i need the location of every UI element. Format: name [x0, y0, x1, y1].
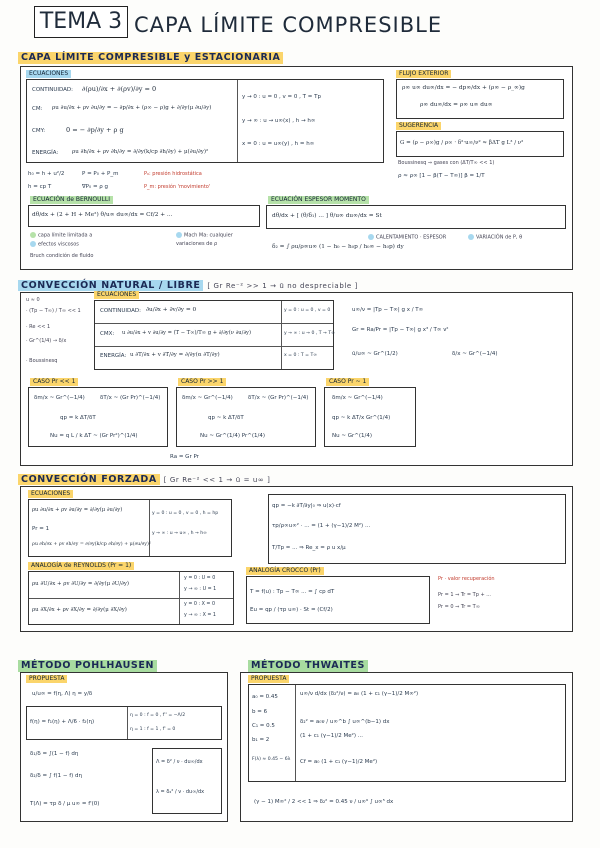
tag-ecuaciones-3: ECUACIONES	[28, 490, 73, 498]
nat-bc-3: x = 0 : T = T∞	[284, 353, 318, 358]
c1-1: δm/x ~ Gr^(−1/4)	[34, 395, 85, 401]
nat-pt-3: · Re << 1	[26, 324, 51, 330]
tag-caso-1: CASO Pr << 1	[30, 378, 78, 386]
c3-3: Nu ~ Gr^(1/4)	[332, 433, 372, 439]
f-r-1: qp = −k ∂T/∂y|₀ ⇒ u(x)·cf	[272, 503, 341, 509]
eq-f-2: ρu ∂h/∂x + ρv ∂h/∂y = ∂/∂y(k/cp ∂h/∂y) + μ(∂u/∂y)²	[32, 542, 151, 547]
note-bern-3: Mach Ma: cualquier	[176, 232, 233, 240]
rey-bc-3: y = 0 : X = 0	[184, 602, 216, 607]
note-esp-1: CALENTAMIENTO · ESPESOR	[368, 234, 446, 242]
note-bern-1: capa límite limitada a	[30, 232, 92, 240]
poh-bc2: η = 1 : f = 1 , f' = 0	[130, 727, 176, 732]
tag-espesor: ECUACIÓN ESPESOR MOMENTO	[268, 196, 369, 204]
poh-l2: λ = δ₂² / ν · du∞/dx	[156, 789, 205, 795]
tag-analogia-reynolds: ANALOGÍA de REYNOLDS (Pr = 1)	[28, 562, 134, 570]
eq-h: h₀ = h + u²/2	[28, 171, 65, 177]
section-thwaites: MÉTODO THWAITES	[248, 660, 368, 672]
th-r-5: F(λ) ≈ 0.45 − 6λ	[252, 757, 291, 762]
page-title: CAPA LÍMITE COMPRESIBLE	[134, 13, 443, 37]
croc-2: Eu = qp / (τp u∞) · St = (Cf/2)	[250, 607, 333, 613]
label-energia: ENERGÍA:	[32, 150, 59, 156]
nat-pt-2: · (Tp − T∞) / T∞ << 1	[26, 308, 81, 314]
nat-pt-1: u ≈ 0	[26, 297, 40, 303]
tag-ecuaciones-2: ECUACIONES	[94, 291, 139, 299]
label-cmx: CMX:	[100, 331, 115, 337]
eq-nat-cont: ∂u/∂x + ∂v/∂y = 0	[146, 307, 197, 313]
tag-flujo-exterior: FLUJO EXTERIOR	[396, 70, 451, 78]
rey-bc-2: y → ∞ : U = 1	[184, 587, 217, 592]
section-forzada: CONVECCIÓN FORZADA [ Gr Re⁻² << 1 → ū = u∞ ]	[18, 474, 271, 486]
nat-pt-5: · Boussinesq	[26, 358, 58, 364]
thwaites-box	[248, 684, 566, 782]
tag-caso-3: CASO Pr ~ 1	[326, 378, 369, 386]
label-cm: CM:	[32, 106, 43, 112]
c2-2: δT/x ~ (Gr Pr)^(−1/4)	[248, 395, 309, 401]
f-bc-1: y = 0 : u = 0 , v = 0 , h = hp	[152, 511, 219, 516]
c1-3: qp = k ΔT/δT	[60, 415, 96, 421]
eq-sug2: ρ ≈ ρ∞ [1 − β(T − T∞)] β = 1/T	[398, 173, 485, 179]
eq-espesor-2: δ₂ = ∫ ρu/ρ∞u∞ (1 − h₀ − h₀p / h₀∞ − h₀p) dy	[272, 244, 404, 250]
c2-3: qp ~ k ΔT/δT	[208, 415, 244, 421]
th-r-1: a₀ = 0.45	[252, 694, 278, 700]
crocco-box	[246, 576, 430, 624]
th-1: u∞/ν d/dx (δ₂²/ν) = a₀ (1 + c₁ (γ−1)/2 M∞²)	[300, 691, 419, 697]
nat-bc-2: y → ∞ : u → 0 , T → T∞	[284, 331, 335, 336]
nat-r-4: δ/x ~ Gr^(−1/4)	[452, 351, 498, 357]
eq-p: P = P₀ + P_m	[82, 171, 119, 177]
tag-propuesta-2: PROPUESTA	[248, 675, 289, 683]
th-2: δ₂² = a₀ν / u∞^b ∫ u∞^(b−1) dx	[300, 719, 390, 725]
croc-1: T = f(u) : Tp − T∞ ... = ∫ cp dT	[250, 589, 335, 595]
c3-1: δm/x ~ Gr^(−1/4)	[332, 395, 383, 401]
bc-3: x = 0 : u = u∞(y) , h = h∞	[242, 141, 315, 147]
poh-3: δ₁/δ = ∫(1 − f) dη	[30, 751, 79, 757]
section-estacionaria: CAPA LÍMITE COMPRESIBLE y ESTACIONARIA	[18, 52, 283, 64]
eq-nat-en: u ∂T/∂x + v ∂T/∂y = ∂/∂y(α ∂T/∂y)	[130, 352, 220, 358]
note-ph: P₀: presión hidrostática	[144, 171, 202, 177]
eq-rey-1: ρu ∂U/∂x + ρv ∂U/∂y = ∂/∂y(μ ∂U/∂y)	[32, 581, 129, 587]
note-bern-b: Bruch condición de fluido	[30, 253, 94, 259]
eq-f-1: ρu ∂u/∂x + ρv ∂u/∂y = ∂/∂y(μ ∂u/∂y)	[32, 507, 123, 513]
eq-cmy: 0 = − ∂p/∂y + ρ g	[66, 126, 124, 134]
section-pohlhausen: MÉTODO POHLHAUSEN	[18, 660, 157, 672]
eq-fe2: ρ∞ du∞/dx = ρ∞ u∞ du∞	[420, 102, 493, 108]
f-pr: Pr = 1	[32, 526, 50, 532]
c2-4: Nu ~ Gr^(1/4) Pr^(1/4)	[200, 433, 265, 439]
c2-1: δm/x ~ Gr^(−1/4)	[182, 395, 233, 401]
label-energia-2: ENERGÍA:	[100, 353, 127, 359]
c1-4: Nu = q L / k ΔT ~ (Gr Pr²)^(1/4)	[50, 433, 138, 439]
note-esp-2: VARIACIÓN de P, θ	[468, 234, 522, 242]
poh-4: δ₂/δ = ∫ f(1 − f) dη	[30, 773, 83, 779]
poh-1: u/u∞ = f(η, Λ) η = y/δ	[32, 691, 93, 697]
croc-n2: Pr = 1 ⇒ Tr = Tp + ...	[438, 592, 492, 598]
nat-bc-1: y = 0 : u = 0 , v = 0	[284, 308, 331, 313]
f-r-3: T/Tp = ... ⇒ Re_x = ρ u x/μ	[272, 545, 346, 551]
eq-hcp: h = cp T	[28, 184, 52, 190]
nat-pt-4: · Gr^(1/4) → δ/x	[26, 338, 67, 344]
croc-n3: Pr = 0 ⇒ Tr = T∞	[438, 604, 480, 610]
th-r-4: b₁ = 2	[252, 737, 270, 743]
poh-2: f(η) = f₁(η) + Λ/6 · f₂(η)	[30, 719, 95, 725]
label-cmy: CMY:	[32, 128, 46, 134]
eq-sug: G = (ρ − ρ∞)g / ρ∞ · δ²·u∞/ν² ≈ βΔT g L³ / ν²	[400, 140, 524, 146]
section-natural: CONVECCIÓN NATURAL / LIBRE [ Gr Re⁻² >> 1 → ū no despreciable ]	[18, 280, 358, 292]
eq-p2: ∇P₀ = ρ g	[82, 184, 109, 190]
nat-r-3: ū/u∞ ~ Gr^(1/2)	[352, 351, 398, 357]
tag-propuesta-1: PROPUESTA	[26, 675, 67, 683]
bc-1: y → 0 : u = 0 , v = 0 , T = Tp	[242, 94, 321, 100]
ray-eq: Ra = Gr Pr	[170, 454, 199, 460]
note-bern-2: efectos viscosos	[30, 241, 79, 249]
th-bot: (γ − 1) M∞² / 2 << 1 ⇒ δ₂² = 0.45 ν / u∞⁶ ∫ u∞⁵ dx	[254, 799, 394, 805]
tag-analogia-crocco: ANALOGÍA CROCCO (Pr)	[246, 567, 324, 575]
f-bc-2: y → ∞ : u → u∞ , h → h∞	[152, 531, 208, 536]
nat-r-2: Gr = Ra/Pr = |Tp − T∞| g x³ / T∞ ν²	[352, 327, 449, 333]
tag-bernoulli: ECUACIÓN de BERNOULLI	[30, 196, 113, 204]
poh-5: T(Λ) = τp δ / μ u∞ = f'(0)	[30, 801, 100, 807]
th-3: (1 + c₁ (γ−1)/2 Me²) ...	[300, 733, 363, 739]
eq-cm: ρu ∂u/∂x + ρv ∂u/∂y = − ∂p/∂x + (ρ∞ − ρ)g + ∂/∂y(μ ∂u/∂y)	[52, 105, 212, 111]
note-sug: Boussinesq ⇒ gases con (ΔT/T∞ << 1)	[398, 160, 495, 166]
eq-fe1: ρ∞ u∞ du∞/dx = − dp∞/dx + (ρ∞ − ρ_∞)g	[402, 85, 525, 91]
c1-2: δT/x ~ (Gr Pr)^(−1/4)	[100, 395, 161, 401]
tag-caso-2: CASO Pr >> 1	[178, 378, 226, 386]
note-bern-4: variaciones de ρ	[176, 241, 218, 247]
poh-l: Λ = δ² / ν · du∞/dx	[156, 759, 203, 765]
tema-badge	[34, 6, 128, 38]
eq-nat-cmx: u ∂u/∂x + v ∂u/∂y = (T − T∞)/T∞ g + ∂/∂y(ν ∂u/∂y)	[122, 330, 251, 336]
label-continuidad: CONTINUIDAD:	[32, 87, 74, 93]
eq-bernoulli: dθ/dx + (2 + H + Me²) θ/u∞ du∞/dx = Cf/2 + ...	[32, 212, 173, 218]
label-continuidad-2: CONTINUIDAD:	[100, 308, 142, 314]
poh-bc: η = 0 : f = 0 , f'' = −Λ/2	[130, 713, 186, 718]
th-r-3: C₁ = 0.5	[252, 723, 275, 729]
bc-2: y → ∞ : u → u∞(x) , h → h∞	[242, 118, 316, 124]
eq-espesor: dθ/dx + [ (θ/δ₁) ... ] θ/u∞ du∞/dx = St	[272, 213, 382, 219]
croc-n: Pr · valor recuperación	[438, 576, 495, 582]
th-4: Cf = a₀ (1 + c₁ (γ−1)/2 Me²)	[300, 759, 378, 765]
eq-rey-2: ρu ∂X/∂x + ρv ∂X/∂y = ∂/∂y(μ ∂X/∂y)	[32, 607, 127, 613]
eq-energia: ρu ∂h/∂x + ρv ∂h/∂y = ∂/∂y(k/cp ∂h/∂y) + μ(∂u/∂y)²	[72, 149, 209, 155]
eq-continuidad: ∂(ρu)/∂x + ∂(ρv)/∂y = 0	[82, 85, 157, 93]
c3-2: qp ~ k ΔT/x Gr^(1/4)	[332, 415, 391, 421]
tema-label: TEMA 3	[39, 9, 123, 34]
f-r-2: τp/ρ∞u∞² · ... = (1 + (γ−1)/2 M²) ...	[272, 523, 371, 529]
tag-sugerencia: SUGERENCIA	[396, 122, 441, 130]
note-pm: P_m: presión 'movimiento'	[144, 184, 211, 190]
rey-bc-1: y = 0 : U = 0	[184, 576, 216, 581]
th-r-2: b = 6	[252, 709, 268, 715]
tag-ecuaciones: ECUACIONES	[26, 70, 71, 78]
rey-bc-4: y → ∞ : X = 1	[184, 613, 216, 618]
nat-r-1: u∞/ν = |Tp − T∞| g x / T∞	[352, 307, 424, 313]
